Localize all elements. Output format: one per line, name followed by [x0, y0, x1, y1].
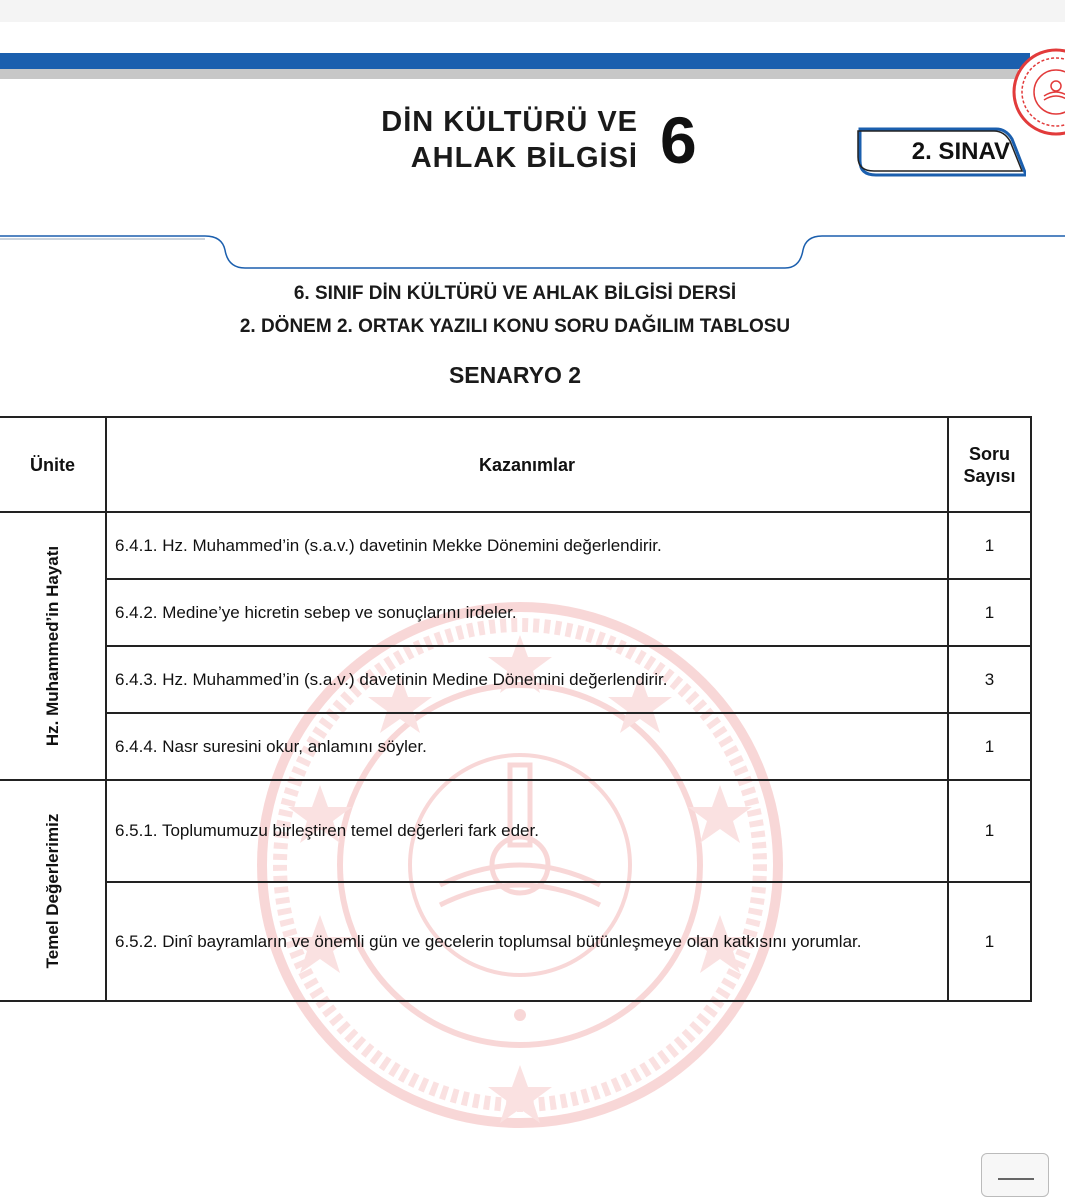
header-band-gray: [0, 69, 1018, 79]
document-title-line-1: 6. SINIF DİN KÜLTÜRÜ VE AHLAK BİLGİSİ DERSİ: [293, 283, 737, 304]
unit-cell: [0, 512, 106, 780]
header-objectives: Kazanımlar: [106, 417, 948, 512]
header-divider: [0, 232, 1065, 272]
subject-title: [330, 104, 638, 176]
table-row: [0, 579, 1031, 646]
subject-line-1: DİN KÜLTÜRÜ VE: [381, 106, 638, 138]
scenario-title: SENARYO 2: [448, 362, 582, 388]
objective-cell: 6.4.3. Hz. Muhammed’in (s.a.v.) davetinin Medine Dönemini değerlendirir.: [106, 646, 948, 713]
grade-number: 6: [660, 103, 697, 177]
exam-badge: [856, 127, 1026, 175]
count-cell: 1: [948, 579, 1031, 646]
question-distribution-table: [0, 416, 1032, 1002]
top-strip: [0, 0, 1065, 22]
count-cell: 1: [948, 512, 1031, 579]
header-question-count: [948, 417, 1031, 512]
table-row: [0, 882, 1031, 1001]
table-row: [0, 646, 1031, 713]
unit-name: Hz. Muhammed’in Hayatı: [42, 545, 62, 747]
count-cell: 1: [948, 882, 1031, 1001]
header-count-line-2: Sayısı: [963, 465, 1016, 486]
exam-label: 2. SINAV: [911, 138, 1010, 165]
count-cell: 1: [948, 713, 1031, 780]
table-row: [0, 512, 1031, 579]
table-row: [0, 780, 1031, 882]
header-count-line-1: Soru: [968, 443, 1010, 464]
header-unit: Ünite: [0, 417, 106, 512]
objective-cell: 6.5.1. Toplumumuzu birleştiren temel değerleri fark eder.: [106, 780, 948, 882]
scroll-handle[interactable]: [981, 1153, 1049, 1197]
objective-cell: 6.4.1. Hz. Muhammed’in (s.a.v.) davetinin Mekke Dönemini değerlendirir.: [106, 512, 948, 579]
objective-cell: 6.5.2. Dinî bayramların ve önemli gün ve gecelerin toplumsal bütünleşmeye olan katkısını yorumlar.: [106, 882, 948, 1001]
unit-name: Temel Değerlerimiz: [42, 813, 62, 968]
table-row: [0, 713, 1031, 780]
count-cell: 3: [948, 646, 1031, 713]
objective-cell: 6.4.2. Medine’ye hicretin sebep ve sonuçlarını irdeler.: [106, 579, 948, 646]
objective-cell: 6.4.4. Nasr suresini okur, anlamını söyler.: [106, 713, 948, 780]
handle-bar-icon: [998, 1178, 1034, 1180]
table-header-row: [0, 417, 1031, 512]
header-band-blue: [0, 53, 1030, 69]
document-title-line-2: 2. DÖNEM 2. ORTAK YAZILI KONU SORU DAĞILIM TABLOSU: [239, 316, 791, 337]
unit-cell: [0, 780, 106, 1001]
subject-line-2: AHLAK BİLGİSİ: [410, 142, 638, 174]
count-cell: 1: [948, 780, 1031, 882]
